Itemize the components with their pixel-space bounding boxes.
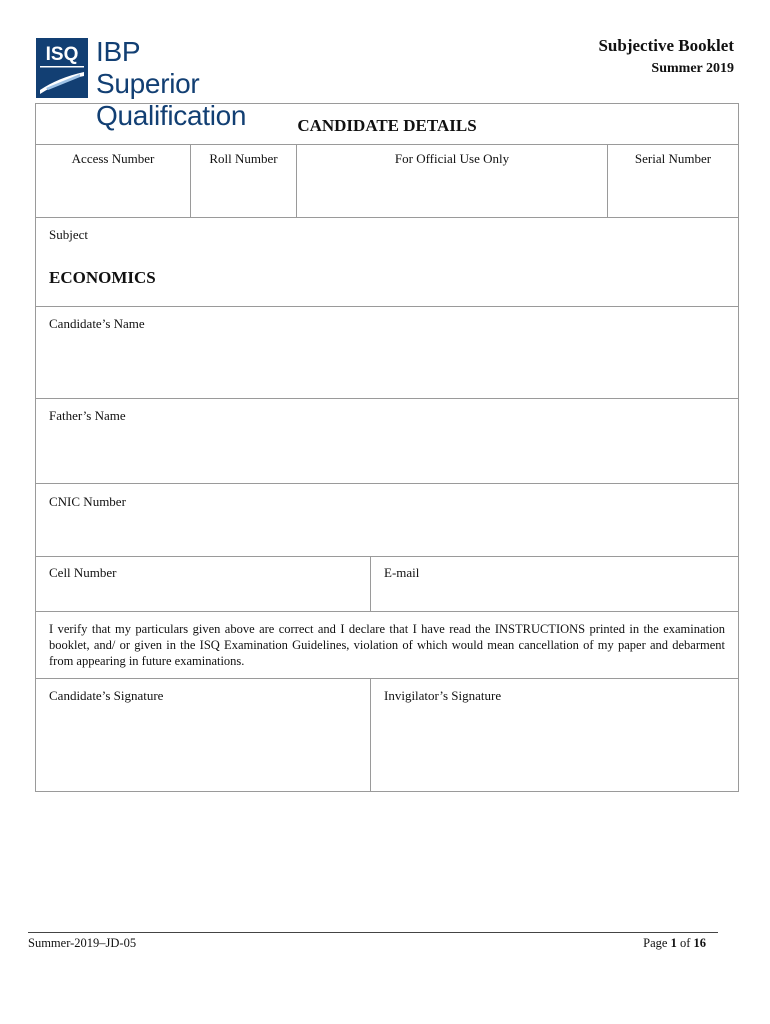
booklet-title: Subjective Booklet [598, 36, 734, 55]
father-name-label: Father’s Name [49, 408, 126, 423]
cell-number-field[interactable] [36, 557, 370, 611]
candidate-signature-label: Candidate’s Signature [49, 688, 164, 703]
serial-number-field[interactable] [607, 145, 738, 217]
cell-number-label: Cell Number [49, 565, 117, 580]
father-name-field[interactable] [36, 399, 738, 484]
roll-number-field[interactable] [190, 145, 296, 217]
official-use-field [296, 145, 607, 217]
booklet-session: Summer 2019 [651, 61, 734, 76]
footer-page-number [643, 936, 706, 951]
invigilator-signature-field[interactable] [370, 679, 738, 791]
official-use-label: For Official Use Only [394, 151, 510, 166]
logo-acronym: ISQ [45, 44, 79, 65]
candidate-name-field[interactable] [36, 307, 738, 399]
page-total: 16 [693, 936, 706, 950]
logo-line-1: IBP Superior [96, 36, 200, 99]
signatures-row [36, 679, 738, 791]
serial-number-label: Serial Number [634, 151, 712, 166]
section-title-row [36, 104, 738, 145]
email-label: E-mail [384, 565, 420, 580]
cnic-number-label: CNIC Number [49, 494, 126, 509]
section-title: CANDIDATE DETAILS [297, 116, 477, 135]
footer-document-code: Summer-2019–JD-05 [28, 936, 137, 950]
roll-number-label: Roll Number [209, 151, 278, 166]
access-number-label: Access Number [71, 151, 155, 166]
subject-value: ECONOMICS [49, 268, 156, 287]
candidate-signature-field[interactable] [36, 679, 370, 791]
isq-logo-mark [36, 38, 88, 98]
page-of: of [679, 936, 691, 950]
page-prefix: Page [643, 936, 668, 950]
contact-row [36, 557, 738, 612]
candidate-name-label: Candidate’s Name [49, 316, 145, 331]
page-current: 1 [670, 936, 677, 950]
footer-divider [28, 932, 718, 933]
declaration-text: I verify that my particulars given above are correct and I declare that I have read the INSTRUCTIONS printed in the examination booklet, and/ or given in the ISQ Examination Guidelines, violation of which would mean cancellation of my paper and debarment from appearing in future examinations. [49, 622, 725, 668]
candidate-details-form [35, 103, 739, 792]
invigilator-signature-label: Invigilator’s Signature [384, 688, 502, 703]
logo-line-2: Qualification [96, 100, 247, 131]
subject-label: Subject [49, 227, 88, 242]
id-numbers-row [36, 145, 738, 218]
access-number-field[interactable] [36, 145, 190, 217]
isq-logo [36, 36, 247, 131]
cnic-number-field[interactable] [36, 484, 738, 557]
email-field[interactable] [370, 557, 738, 611]
subject-row [36, 218, 738, 307]
declaration-row [36, 612, 738, 679]
